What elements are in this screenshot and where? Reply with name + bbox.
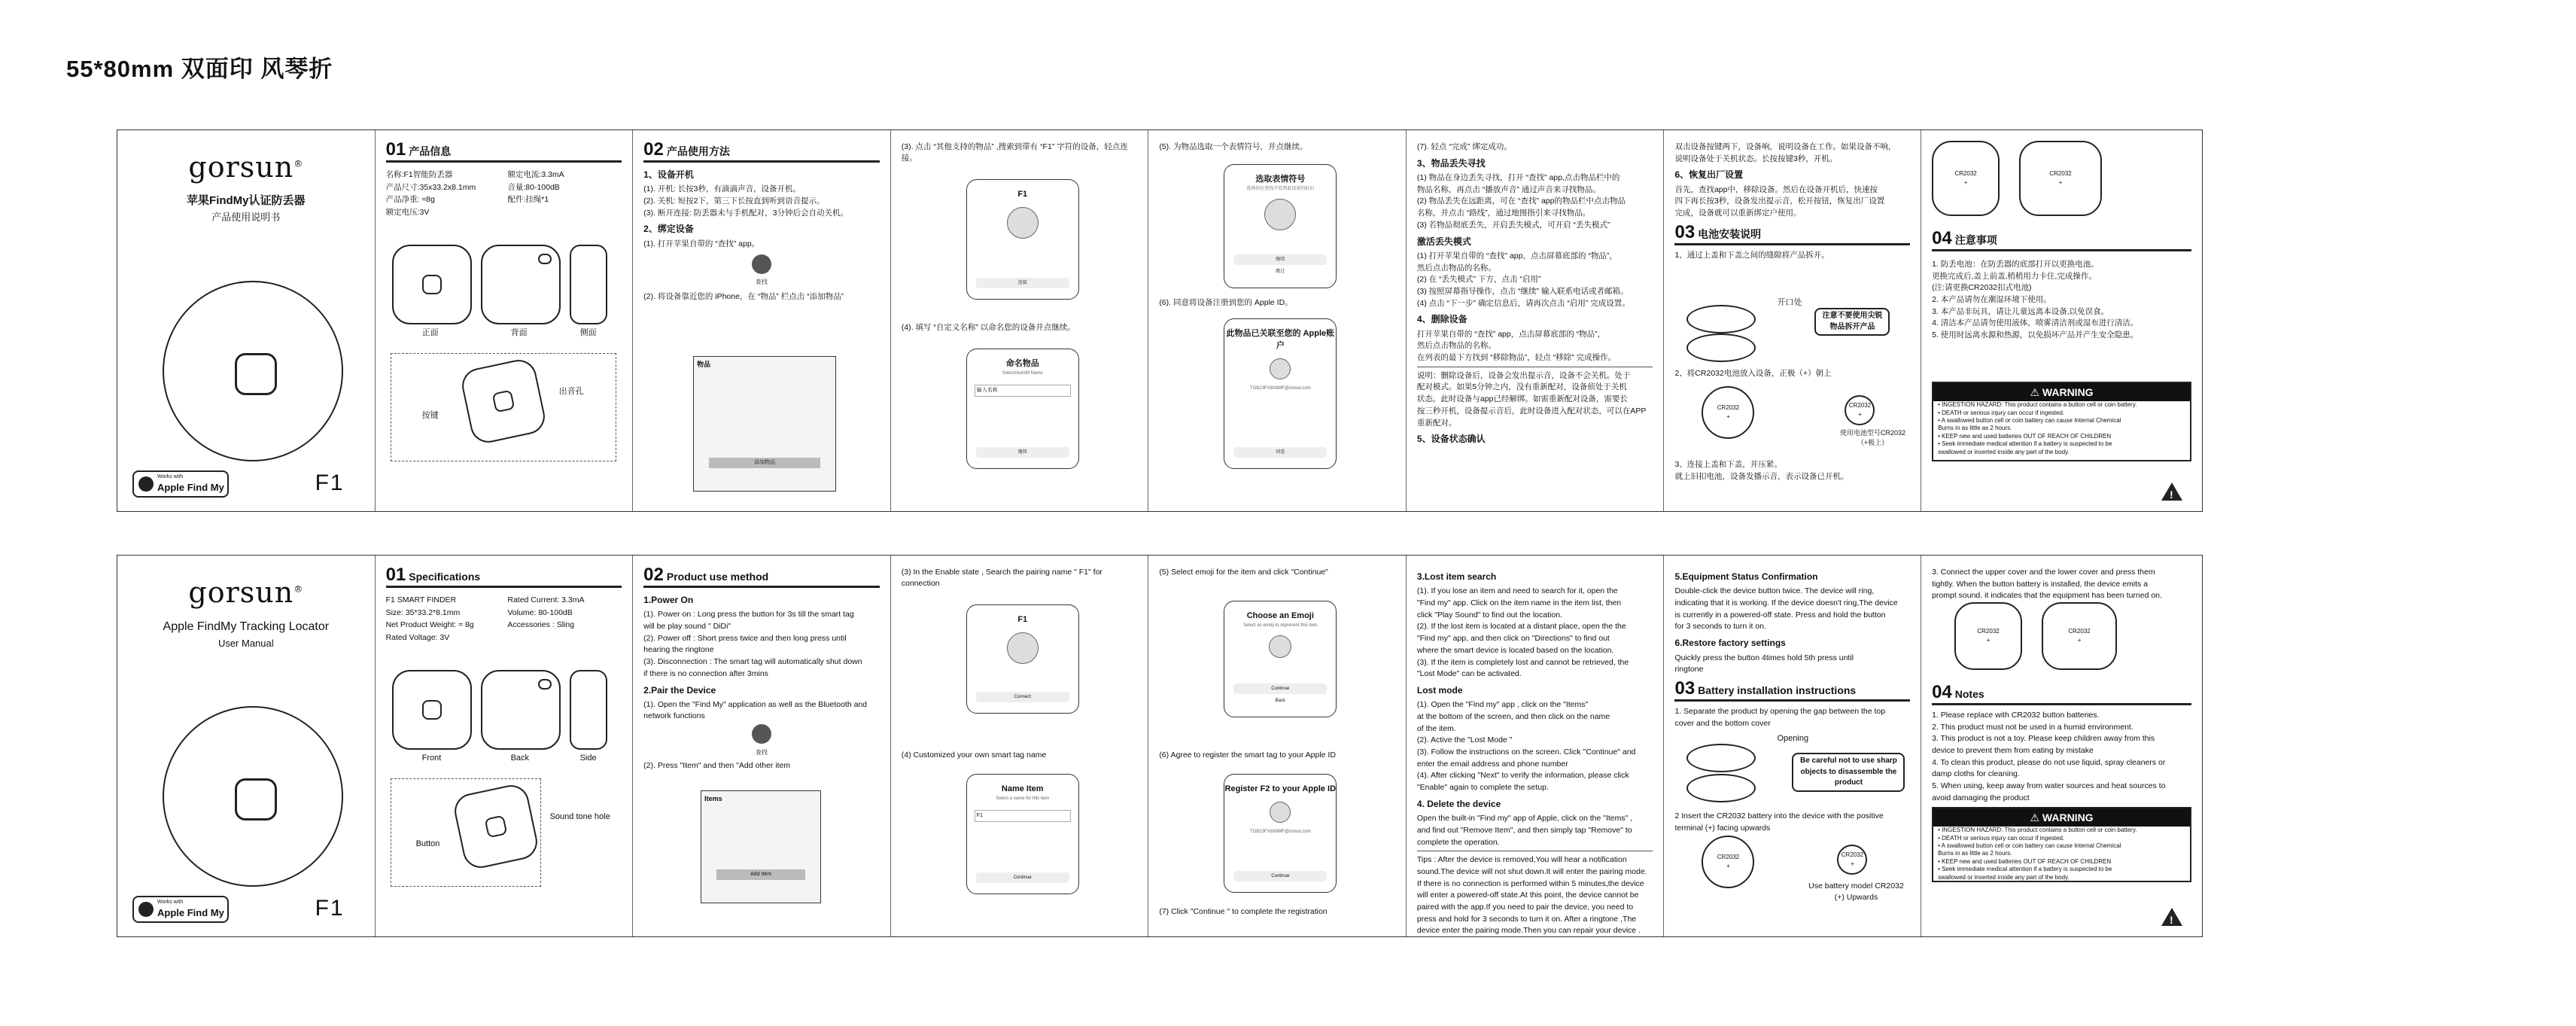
opening-label: 开口处 [1777, 298, 1802, 307]
view-label: 侧面 [579, 328, 597, 337]
text-line: (1) 打开苹果自带的 “查找” app，点击屏幕底部的 “物品”， [1416, 251, 1617, 260]
cover-subtitle: 产品使用说明书 [211, 211, 281, 223]
text-line: 额定电流:3.3mA [507, 170, 564, 179]
device-open-illustration: CR2032 + [1954, 602, 2022, 670]
pairing-panel-en [891, 556, 1149, 936]
device-open-illustration: CR2032 + [1932, 141, 2000, 216]
view-label: Side [579, 754, 597, 763]
opening-label: Opening [1777, 734, 1809, 743]
text-line: 然后点击物品的名称。 [1416, 263, 1496, 272]
section-title: 激活丢失模式 [1416, 236, 1471, 247]
section-header: 04 注意事项 [1932, 230, 2191, 251]
cr2032-battery: CR2032 + [1837, 845, 1867, 875]
text-line: 3、连接上盖和下盖，并压紧。 [1674, 460, 1782, 469]
phone-mockup: 选取表情符号 选择你在查找中看到此设备的标识 继续 跳过 [1224, 164, 1337, 288]
text-line [507, 632, 622, 644]
text-line: click "Play Sound" to find out the location. [1416, 610, 1562, 620]
text-line: 5. 使用时远离水源和热源，以免损坏产品并产生安全隐患。 [1932, 330, 2139, 340]
device-tilted-view [458, 357, 548, 446]
text-line: • INGESTION HAZARD: This product contains a button cell or coin battery. [1938, 827, 2137, 834]
notes-panel-en [1921, 556, 2202, 936]
bottom-cover-illustration [1686, 774, 1756, 802]
device-open-illustration: CR2032 + [2019, 141, 2102, 216]
text-line: 按三秒开机，设备提示音后，此时设备进入配对状态，可以在APP [1416, 406, 1647, 416]
text-line: (4). After clicking "Next" to verify the information, please click [1416, 771, 1629, 781]
text-line: 1、通过上盖和下盖之间的缝隙将产品拆开。 [1674, 250, 1829, 260]
cover-subtitle: User Manual [217, 638, 274, 650]
badge-small-text: Works with [157, 899, 184, 905]
find-my-app-icon [752, 254, 771, 274]
text-line: (4) Customized your own smart tag name [901, 750, 1047, 760]
text-line: Double-click the device button twice. The device will ring, [1674, 586, 1875, 596]
text-line: "Find my" app, and then click on "Directions" to find out [1416, 634, 1610, 644]
text-line: (2). Power off : Short press twice and then long press until [643, 633, 847, 643]
text-line: 2. 本产品请勿在潮湿环境下使用。 [1932, 295, 2051, 305]
text-line: Rated Voltage: 3V [385, 633, 450, 643]
text-line: • INGESTION HAZARD: This product contains a button cell or coin battery. [1938, 401, 2137, 409]
text-line: avoid damaging the product [1932, 793, 2030, 802]
chinese-manual-strip [117, 129, 2203, 512]
text-line: 2. This product must not be used in a humid environment. [1932, 722, 2133, 732]
text-line: Volume: 80-100dB [507, 607, 573, 617]
text-line: (2). Press "Item" and then "Add other item [643, 760, 791, 770]
text-line: (2). 关机: 短按2下，第三下长按直到听到语音提示。 [643, 196, 825, 206]
text-line: and find out "Remove Item", and then simply tap "Remove" to [1416, 825, 1632, 835]
text-line: sound.The device will not shut down.It will enter the pairing mode. [1416, 866, 1647, 876]
text-line: (2). If the lost item is located at a distant place, open the the [1416, 622, 1626, 632]
device-front-view [392, 245, 472, 324]
text-line: enter the email address and phone number [1416, 759, 1568, 769]
text-line: (3). Follow the instructions on the screen. Click "Continue" and [1416, 747, 1636, 757]
specifications-panel-en [376, 556, 634, 936]
device-tilted-view [451, 782, 540, 872]
section-title: 1、设备开机 [643, 169, 694, 180]
section-header: 01 产品信息 [386, 141, 622, 163]
text-line: • A swallowed button cell or coin battery can cause Internal Chemical [1938, 842, 2121, 850]
text-line: (7). 轻点 “完成” 绑定成功。 [1416, 142, 1512, 151]
text-line: (4) 点击 “下一步” 确定信息后，请再次点击 “启用” 完成设置。 [1416, 298, 1630, 308]
cr2032-battery: CR2032 + [1845, 395, 1875, 425]
text-line: Burns in as little as 2 hours. [1938, 425, 2012, 432]
battery-in-device: CR2032 + [1702, 386, 1754, 439]
text-line: 完成，设备就可以重新绑定户使用。 [1674, 209, 1802, 218]
text-line: (3) 按照屏幕指导操作，点击 “继续” 输入联系电话或者邮箱。 [1416, 286, 1629, 296]
text-line: (3) 若物品彻底丢失，开启丢失模式，可开启 “丢失模式” [1416, 220, 1610, 230]
phone-mockup: F1 连接 [966, 179, 1079, 300]
warning-box: ⚠ WARNING • INGESTION HAZARD: This product contains a button cell or coin battery. • DEATH or serious injury can occur if ingested. • A swallowed button cell or coin battery can cause Internal Chemical Burns in as little as 2 hours. • KEEP new and used batteries OUT OF REACH OF CHILDREN • Seek immediate medical attention if a battery is suspected to be swallowed or inserted inside any part of the body. [1932, 382, 2191, 461]
app-icon-label: 查找 [755, 279, 768, 286]
text-line: 1. 防丢电池：在防丢器的底部打开以更换电池。 [1932, 260, 2099, 269]
brand-logo: gorsun® [188, 576, 304, 609]
text-line: will enter a powered-off state.At this point, the device cannot be [1416, 891, 1639, 900]
text-line: (1) 物品在身边丢失寻找，打开 “查找” app,点击物品栏中的 [1416, 173, 1620, 183]
section-title: 2、绑定设备 [643, 224, 694, 235]
find-my-badge [132, 896, 229, 923]
text-line: 物品名称，再点击 “播放声音” 通过声音来寻找物品。 [1416, 184, 1601, 194]
text-line: (2). 将设备靠近您的 iPhone，在 “物品” 栏点击 “添加物品” [643, 292, 844, 302]
lost-search-panel-en [1407, 556, 1665, 936]
badge-small-text: Works with [157, 473, 184, 480]
page-title: 55*80mm 双面印 风琴折 [66, 56, 333, 82]
text-line: 5. When using, keep away from water sources and heat sources to [1932, 781, 2166, 791]
text-line: Burns in as little as 2 hours. [1938, 850, 2012, 857]
text-line: 1. Please replace with CR2032 button batteries. [1932, 711, 2100, 720]
text-line: ringtone [1674, 665, 1704, 674]
device-front-view [392, 670, 472, 750]
text-line: 首先，查找app中，移除设备。然后在设备开机后，快速按 [1674, 184, 1878, 194]
text-line: 状态。此时设备与app已经解绑。如需重新配对设备，需要长 [1416, 394, 1628, 404]
section-title: 3.Lost item search [1416, 571, 1497, 582]
text-line: terminal (+) facing upwards [1674, 823, 1771, 833]
text-line: is currently in a powered-off state. Press and hold the button [1674, 610, 1886, 620]
text-line: (3). 断开连接: 防丢器未与手机配对，3分钟后会自动关机。 [643, 208, 848, 218]
section-header: 03 电池安装说明 [1674, 224, 1910, 245]
text-line: F1 SMART FINDER [385, 595, 457, 604]
text-line: damp cloths for cleaning. [1932, 769, 2020, 779]
caution-note: Be careful not to use sharp objects to disassemble the product [1792, 753, 1905, 792]
top-cover-illustration [1686, 744, 1756, 772]
button-label: 按键 [421, 411, 439, 420]
spec-list [386, 169, 622, 219]
text-line: 2、将CR2032电池放入设备，正极（+）朝上 [1674, 369, 1832, 378]
text-line: for 3 seconds to turn it on. [1674, 622, 1766, 632]
text-line: If there is no connection is performed within 5 minutes,the device [1416, 878, 1644, 888]
view-label: Front [421, 754, 442, 763]
text-line: if there is no connection after 3mins [643, 668, 768, 678]
phone-mockup: Choose an Emoji Select an emoji to represent this item Continue Back [1224, 601, 1337, 717]
text-line: 说明设备处于关机状态。长按按键3秒，开机。 [1674, 154, 1838, 163]
warning-box: ⚠ WARNING • INGESTION HAZARD: This product contains a button cell or coin battery. • DEATH or serious injury can occur if ingested. • A swallowed button cell or coin battery can cause Internal Chemical Burns in as little as 2 hours. • KEEP new and used batteries OUT OF REACH OF CHILDREN • Seek immediate medical attention if a battery is suspected to be swallowed or inserted inside any part of the body. [1932, 807, 2191, 882]
text-line [507, 207, 622, 218]
text-line: at the bottom of the screen, and then click on the name [1416, 711, 1610, 721]
text-line: • KEEP new and used batteries OUT OF REACH OF CHILDREN [1938, 432, 2112, 440]
cover-title: Apple FindMy Tracking Locator [163, 620, 330, 634]
usage-panel-cn [633, 130, 891, 511]
registration-panel-en [1148, 556, 1407, 936]
text-line: device to prevent them from eating by mistake [1932, 746, 2094, 756]
battery-model-note: 使用电池型号CR2032（+极上） [1839, 429, 1905, 447]
section-title: Lost mode [1416, 684, 1463, 696]
section-title: 6.Restore factory settings [1674, 638, 1786, 649]
text-line: 4. To clean this product, please do not use liquid, spray cleaners or [1932, 757, 2166, 767]
model-name: F1 [315, 470, 345, 495]
text-line: 在列表的最下方找到 “移除物品”，轻点 “移除” 完成操作。 [1416, 353, 1616, 363]
text-line: 双击设备按键两下，设备响，说明设备在工作。如果设备不响， [1674, 142, 1896, 151]
text-line: (1). Open the "Find My" application as well as the Bluetooth and network functions [643, 699, 868, 720]
section-title: 5、设备状态确认 [1416, 434, 1486, 445]
section-title: 5.Equipment Status Confirmation [1674, 571, 1818, 582]
text-line: will be play sound " DiDi" [643, 622, 731, 632]
text-line: swallowed or inserted inside any part of the body. [1938, 873, 2070, 881]
device-side-view [570, 670, 607, 750]
text-line: 3. Connect the upper cover and the lower cover and press them [1932, 568, 2155, 577]
text-line: 配件:挂绳*1 [507, 195, 549, 205]
text-line: 4. 清洁本产品请勿使用液体，喷雾清洁剂或湿布进行清洁。 [1932, 318, 2139, 328]
text-line: 说明：删除设备后，设备会发出提示音，设备不会关机。处于 [1416, 370, 1631, 380]
battery-in-device: CR2032 + [1702, 836, 1754, 888]
text-line: (1). Open the "Find my" app , click on the "Items" [1416, 700, 1589, 710]
text-line: 2 Insert the CR2032 battery into the device with the positive [1674, 811, 1884, 820]
phone-mockup: Register F2 to your Apple ID TGB23FX8X8MF@icloud.com Continue [1224, 774, 1337, 893]
text-line: 然后点击物品的名称。 [1416, 341, 1496, 351]
phone-mockup: F1 Connect [966, 604, 1079, 714]
text-line: 重新配对。 [1416, 418, 1457, 428]
cover-panel-en [117, 556, 376, 936]
text-line: Accessories : Sling [507, 620, 575, 630]
text-line: "Find my" app. Click on the item name in the item list, then [1416, 598, 1622, 608]
text-line: prompt sound. it indicates that the equipment has been turned on. [1932, 591, 2162, 601]
find-my-badge [132, 470, 229, 498]
caution-note: 注意不要使用尖锐物品拆开产品 [1814, 308, 1890, 336]
text-line: Quickly press the button 4times hold 5th press until [1674, 653, 1854, 662]
badge-big-text: Apple Find My [157, 906, 224, 918]
text-line: 产品尺寸:35x33.2x8.1mm [385, 182, 476, 192]
find-my-app-icon [752, 724, 771, 744]
sound-hole-label: Sound tone hole [549, 812, 610, 821]
spec-list [386, 594, 622, 644]
text-line: (3). 点击 “其他支持的物品” ,搜索到带有 “F1” 字符的设备，轻点连接。 [901, 142, 1128, 163]
view-label: 正面 [421, 328, 439, 337]
text-line: (1). 打开苹果自带的 “查找” app。 [643, 239, 760, 248]
view-label: 背面 [510, 328, 528, 337]
device-open-illustration: CR2032 + [2042, 602, 2117, 670]
apple-icon [138, 902, 154, 917]
text-line: (1). Power on : Long press the button for 3s till the smart tag [643, 610, 854, 620]
sound-hole-label: 出音孔 [558, 387, 584, 396]
section-title: 4. Delete the device [1416, 798, 1501, 809]
text-line: "Lost Mode" can be activated. [1416, 669, 1522, 679]
text-line: (4). 填写 “自定义名称” 以命名您的设备并点继续。 [901, 323, 1075, 332]
text-line: 3. This product is not a toy. Please keep children away from this [1932, 734, 2155, 744]
section-header: 03 Battery installation instructions [1674, 680, 1910, 702]
section-header: 02 Product use method [643, 566, 880, 588]
text-line: (7) Click "Continue " to complete the registration [1159, 907, 1328, 916]
text-line: 打开苹果自带的 “查找” app，点击屏幕底部的 “物品”， [1416, 329, 1606, 339]
text-line: • KEEP new and used batteries OUT OF REACH OF CHILDREN [1938, 857, 2112, 865]
text-line: (5). 为物品选取一个表情符号，并点继续。 [1159, 142, 1308, 151]
items-screenshot: Items Add Item [701, 790, 821, 903]
button-label: Button [415, 839, 440, 848]
text-line: 名称，并点击 “路线”，通过地图指引来寻找物品。 [1416, 209, 1591, 218]
device-illustration [163, 281, 343, 461]
lost-search-panel-cn [1407, 130, 1665, 511]
warning-triangle-icon [2161, 483, 2182, 501]
text-line: device enter the pairing mode.Then you can repair your device . [1416, 926, 1641, 936]
model-name: F1 [315, 895, 345, 921]
text-line: 1. Separate the product by opening the gap between the top [1674, 706, 1886, 716]
text-line: (1). 开机: 长按3秒，有滴滴声音，设备开机。 [643, 184, 801, 194]
product-info-panel-cn [376, 130, 634, 511]
brand-logo: gorsun® [188, 151, 304, 184]
text-line: Rated Current: 3.3mA [507, 595, 585, 604]
view-label: Back [510, 754, 530, 763]
text-line: 3. 本产品非玩具，请让儿童远离本设备,以免误食。 [1932, 306, 2109, 316]
text-line: (3). Disconnection : The smart tag will automatically shut down [643, 657, 862, 667]
text-line: Size: 35*33.2*8.1mm [385, 607, 461, 617]
text-line: of the item. [1416, 723, 1456, 733]
cover-title: 苹果FindMy认证防丢器 [187, 194, 306, 208]
usage-panel-en [633, 556, 891, 936]
text-line: Open the built-in "Find my" app of Apple, click on the "Items" , [1416, 814, 1633, 824]
text-line: (6) Agree to register the smart tag to your Apple ID [1159, 750, 1336, 760]
text-line: (6). 同意将设备注册到您的 Apple ID。 [1159, 298, 1293, 307]
text-line: "Enable" again to complete the setup. [1416, 783, 1549, 793]
bottom-cover-illustration [1686, 333, 1756, 362]
text-line: cover and the bottom cover [1674, 718, 1771, 728]
text-line: tightly. When the button battery is installed, the device emits a [1932, 579, 2149, 589]
apple-icon [138, 476, 154, 492]
text-line: (注:请更换CR2032扣式电池) [1932, 283, 2032, 293]
text-line: 四下再长按3秒，设备发出提示音，松开按钮，恢复出厂设置 [1674, 196, 1885, 206]
app-icon-label: 查找 [755, 749, 768, 757]
text-line: Net Product Weight: ≈ 8g [385, 620, 474, 630]
text-line: 产品净重: ≈8g [385, 195, 435, 205]
top-cover-illustration [1686, 305, 1756, 333]
registration-panel-cn [1148, 130, 1407, 511]
text-line: indicating that it is working. If the device doesn't ring,The device [1674, 598, 1898, 608]
text-line: hearing the ringtone [643, 645, 714, 655]
warning-triangle-icon [2161, 908, 2182, 926]
battery-panel-en [1664, 556, 1921, 936]
device-illustration [163, 706, 343, 887]
section-header: 01 Specifications [386, 566, 622, 588]
device-back-view [481, 670, 561, 750]
text-line: (3) In the Enable state , Search the pairing name " F1" for connection [901, 568, 1102, 588]
text-line: • DEATH or serious injury can occur if ingested. [1938, 409, 2065, 416]
text-line: 就上旧扣电池，设备发播示音，表示设备已开机。 [1674, 471, 1849, 481]
pairing-panel-cn [891, 130, 1149, 511]
device-back-view [481, 245, 561, 324]
phone-mockup: 此物品已关联至您的 Apple账户 TGB23FX8X8MF@icloud.com 同意 [1224, 318, 1337, 469]
section-title: 3、物品丢失寻找 [1416, 157, 1486, 169]
text-line: complete the operation. [1416, 837, 1500, 847]
items-screenshot: 物品 添加物品 [693, 356, 836, 492]
text-line: 音量:80-100dB [507, 182, 560, 192]
phone-mockup: 命名物品 Select/Autofill Name 输入名称 继续 [966, 349, 1079, 469]
english-manual-strip [117, 555, 2203, 937]
notes-panel-cn [1921, 130, 2202, 511]
section-title: 1.Power On [643, 595, 694, 605]
text-line: (2) 物品丢失在远距离，可在 “查找” app的物品栏中点击物品 [1416, 196, 1626, 206]
text-line: (5) Select emoji for the item and click "Continue" [1159, 568, 1328, 577]
text-line: • A swallowed button cell or coin battery can cause Internal Chemical [1938, 417, 2121, 425]
section-title: 2.Pair the Device [643, 684, 716, 696]
text-line: 配对模式。如果5分钟之内，没有重新配对，设备侦处于关机 [1416, 382, 1627, 392]
text-line: (1). If you lose an item and need to search for it, open the [1416, 586, 1618, 596]
text-line: Tips : After the device is removed,You will hear a notification [1416, 855, 1627, 865]
section-title: 6、恢复出厂设置 [1674, 169, 1744, 181]
text-line: (2). Active the "Lost Mode " [1416, 735, 1513, 745]
text-line: • DEATH or serious injury can occur if ingested. [1938, 834, 2065, 842]
battery-panel-cn [1664, 130, 1921, 511]
device-side-view [570, 245, 607, 324]
text-line: • Seek immediate medical attention if a battery is suspected to be [1938, 866, 2112, 873]
section-header: 04 Notes [1932, 683, 2191, 705]
text-line: (3). If the item is completely lost and cannot be retrieved, the [1416, 657, 1629, 667]
text-line: (2) 在 “丢失模式” 下方，点击 “启用” [1416, 275, 1541, 285]
text-line: 更换完成后,盖上前盖,稍稍用力卡住,完成操作。 [1932, 271, 2097, 281]
text-line: • Seek immediate medical attention if a battery is suspected to be [1938, 440, 2112, 448]
text-line: paired with the app.If you need to pair the device, you need to [1416, 902, 1634, 912]
text-line: where the smart device is located based on the location. [1416, 645, 1614, 655]
phone-mockup: Name Item Select a name for this item F1 Continue [966, 774, 1079, 894]
text-line: swallowed or inserted inside any part of the body. [1938, 448, 2070, 455]
section-header: 02 产品使用方法 [643, 141, 880, 163]
text-line: press and hold for 3 seconds to turn it on. After a ringtone ,The [1416, 914, 1637, 924]
section-title: 4、删除设备 [1416, 314, 1467, 325]
badge-big-text: Apple Find My [157, 481, 224, 493]
cover-panel-cn [117, 130, 376, 511]
battery-model-note: Use battery model CR2032 (+) Upwards [1808, 881, 1904, 903]
text-line: 额定电压:3V [385, 208, 430, 218]
text-line: 名称:F1智能防丢器 [385, 170, 453, 179]
